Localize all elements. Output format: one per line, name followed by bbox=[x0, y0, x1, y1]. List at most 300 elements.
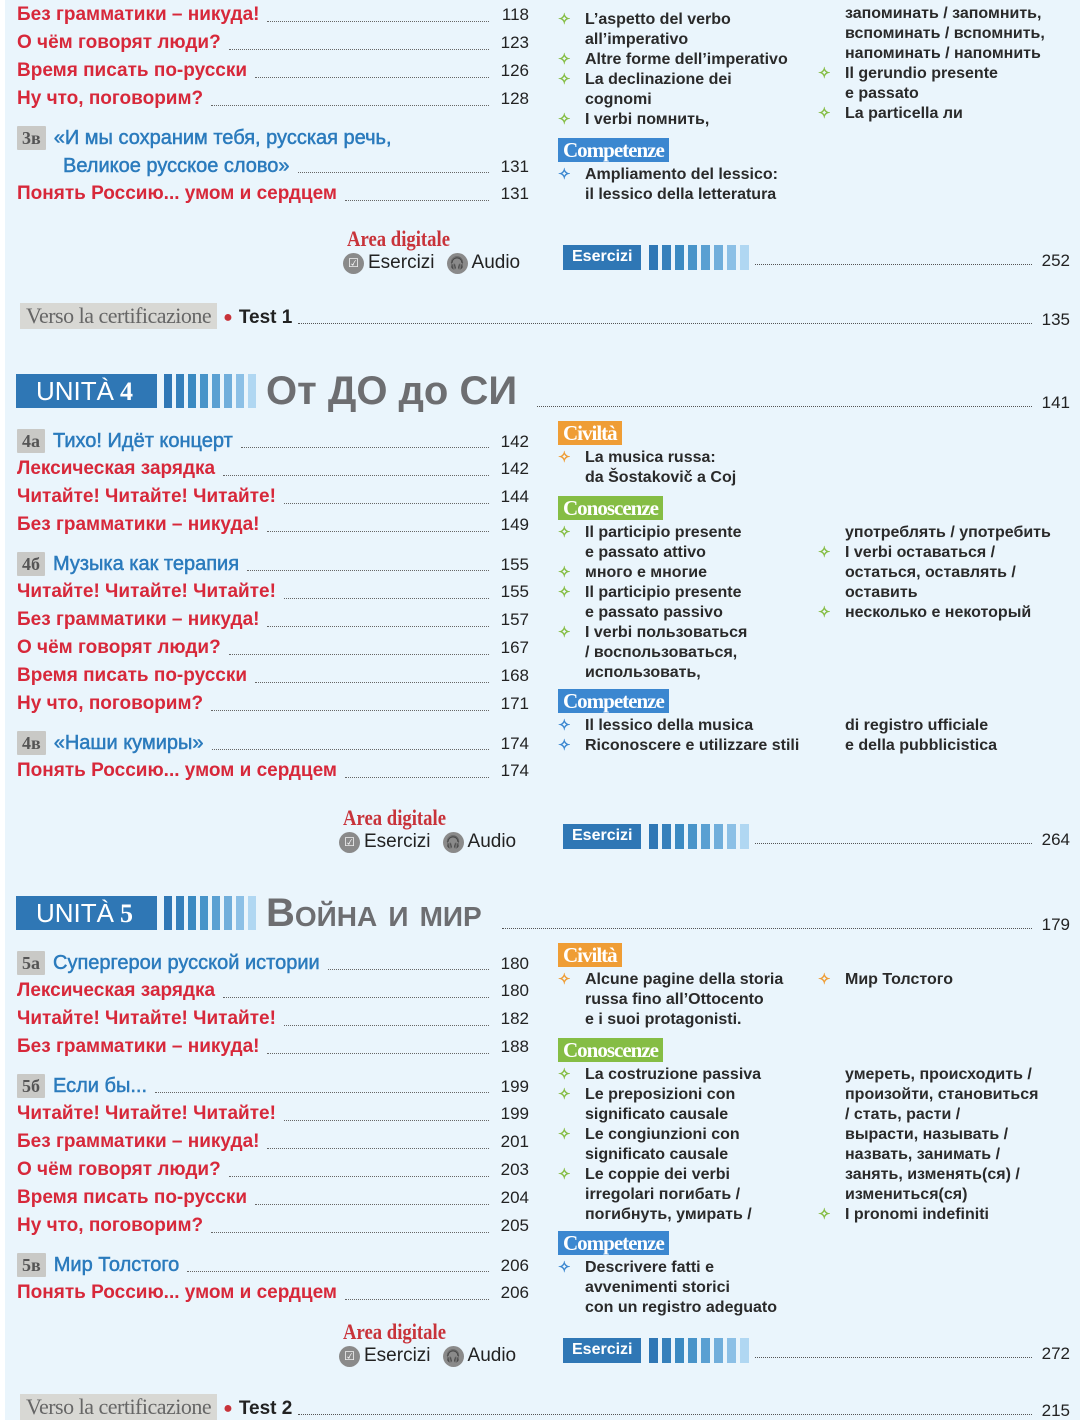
topic-column bbox=[558, 523, 813, 683]
page-number: 179 bbox=[1041, 915, 1070, 934]
dot-leader bbox=[212, 749, 490, 750]
toc-section-item[interactable] bbox=[17, 949, 529, 977]
page-number: 182 bbox=[500, 1009, 529, 1028]
category-tag-con: Conoscenze bbox=[558, 1038, 663, 1062]
item-title: Тихо! Идёт концерт bbox=[53, 430, 233, 452]
topic-item bbox=[558, 110, 813, 130]
topic-columns bbox=[558, 1065, 1073, 1225]
topic-columns bbox=[558, 523, 1073, 683]
topic-line: Le preposizioni con bbox=[585, 1086, 736, 1103]
diamond-bullet-icon: ✧ bbox=[818, 971, 831, 988]
topic-column bbox=[818, 448, 1073, 488]
toc-section-item[interactable] bbox=[17, 152, 529, 180]
area-digitale bbox=[339, 806, 539, 853]
stripe bbox=[200, 374, 208, 408]
unit-header-4[interactable] bbox=[16, 370, 1070, 412]
stripe bbox=[662, 1338, 671, 1363]
stripe bbox=[224, 374, 232, 408]
dot-leader bbox=[345, 1299, 489, 1300]
unit-title: Война и мир bbox=[266, 891, 482, 935]
dot-leader bbox=[241, 447, 489, 448]
headphones-icon: 🎧 bbox=[447, 253, 468, 274]
topics-competenze bbox=[558, 138, 1073, 205]
unit-word: UNITÀ bbox=[36, 898, 114, 928]
topic-line: / стать, расти / bbox=[845, 1106, 961, 1123]
dot-leader bbox=[187, 1271, 489, 1272]
toc-subsection-item[interactable] bbox=[17, 606, 529, 634]
topic-line: L’aspetto del verbo bbox=[585, 11, 731, 28]
stripe bbox=[675, 1338, 684, 1363]
topic-line: di registro ufficiale bbox=[845, 717, 989, 734]
diamond-bullet-icon: ✧ bbox=[558, 1259, 571, 1276]
topic-item bbox=[558, 736, 813, 756]
topic-line: La particella ли bbox=[845, 105, 963, 122]
topics-conoscenze bbox=[558, 496, 1073, 683]
topic-line: Мир Толстого bbox=[845, 971, 953, 988]
dot-leader bbox=[755, 1357, 1031, 1358]
topic-item bbox=[558, 1165, 813, 1225]
topic-item bbox=[558, 10, 813, 50]
item-title: Понять Россию... умом и сердцем bbox=[17, 1282, 337, 1303]
topic-item bbox=[818, 970, 1073, 990]
topic-item bbox=[818, 1205, 1073, 1225]
diamond-bullet-icon: ✧ bbox=[558, 717, 571, 734]
bullet-icon: ● bbox=[223, 1400, 233, 1417]
stripe bbox=[248, 896, 256, 930]
toc-subsection-item[interactable] bbox=[17, 1279, 529, 1307]
item-title: Без грамматики – никуда! bbox=[17, 609, 260, 630]
diamond-bullet-icon: ✧ bbox=[558, 524, 571, 541]
esercizi-tag: Esercizi bbox=[563, 245, 641, 270]
dot-leader bbox=[229, 1176, 489, 1177]
unit-title: От ДО до СИ bbox=[266, 369, 518, 413]
topic-continuation bbox=[818, 4, 1073, 64]
toc-subsection-item[interactable] bbox=[17, 578, 529, 606]
item-title: Время писать по-русски bbox=[17, 665, 248, 686]
area-digitale bbox=[339, 1320, 539, 1367]
dot-leader bbox=[267, 1053, 489, 1054]
topic-line: La costruzione passiva bbox=[585, 1066, 762, 1083]
audio-label: Audio bbox=[467, 1345, 517, 1366]
topic-item bbox=[558, 165, 813, 205]
topic-column bbox=[558, 10, 813, 130]
topic-item bbox=[558, 1125, 813, 1165]
toc-list-unit5 bbox=[17, 949, 529, 1307]
area-digitale-title: Area digitale bbox=[343, 805, 447, 830]
area-digitale bbox=[343, 227, 543, 274]
page-number: 203 bbox=[500, 1160, 529, 1179]
audio-link[interactable] bbox=[443, 831, 517, 853]
stripe bbox=[688, 824, 697, 849]
page-number: 174 bbox=[500, 761, 529, 780]
toc-subsection-item[interactable] bbox=[17, 1184, 529, 1212]
topic-column bbox=[558, 716, 813, 756]
page-number: 131 bbox=[500, 184, 529, 203]
topic-columns bbox=[558, 165, 1073, 205]
toc-subsection-item[interactable] bbox=[17, 1212, 529, 1240]
page-number: 206 bbox=[500, 1256, 529, 1275]
stripe bbox=[212, 896, 220, 930]
section-number-badge: 5б bbox=[17, 1074, 45, 1098]
topic-line: cognomi bbox=[585, 91, 652, 108]
audio-link[interactable] bbox=[447, 252, 521, 274]
toc-subsection-item[interactable] bbox=[17, 977, 529, 1005]
topic-item bbox=[818, 603, 1073, 623]
topic-line: Il lessico della musica bbox=[585, 717, 754, 734]
area-digitale-title: Area digitale bbox=[347, 226, 451, 251]
toc-subsection-item[interactable] bbox=[17, 634, 529, 662]
topic-line: остаться, оставлять / bbox=[845, 564, 1016, 581]
page-number: 131 bbox=[500, 157, 529, 176]
item-title: О чём говорят люди? bbox=[17, 1159, 221, 1180]
stripe bbox=[176, 374, 184, 408]
topic-columns bbox=[558, 1258, 1073, 1318]
dot-leader bbox=[537, 406, 1032, 407]
topic-line: e i suoi protagonisti. bbox=[585, 1011, 742, 1028]
toc-subsection-item[interactable] bbox=[17, 1, 529, 29]
toc-section-item[interactable] bbox=[17, 1072, 529, 1100]
stripe bbox=[176, 896, 184, 930]
topic-line: умереть, происходить / bbox=[845, 1066, 1032, 1083]
stripe bbox=[236, 374, 244, 408]
diamond-bullet-icon: ✧ bbox=[558, 11, 571, 28]
toc-section-item[interactable] bbox=[17, 1251, 529, 1279]
topic-line: irregolari погибать / bbox=[585, 1186, 741, 1203]
verso-certificazione-row[interactable] bbox=[20, 1394, 1070, 1420]
item-title: Время писать по-русски bbox=[17, 1187, 248, 1208]
topic-column bbox=[818, 4, 1073, 130]
page-number: 205 bbox=[500, 1216, 529, 1235]
audio-link[interactable] bbox=[443, 1345, 517, 1367]
topic-line: Il participio presente bbox=[585, 524, 742, 541]
page-number: 171 bbox=[500, 694, 529, 713]
page-number: 206 bbox=[500, 1283, 529, 1302]
topics-civilta bbox=[558, 943, 1073, 1030]
toc-subsection-item[interactable] bbox=[17, 483, 529, 511]
stripe bbox=[740, 824, 749, 849]
item-title: Если бы... bbox=[53, 1075, 148, 1097]
page-number: 126 bbox=[500, 61, 529, 80]
stripe bbox=[727, 1338, 736, 1363]
item-title: Супергерои русской истории bbox=[53, 952, 320, 974]
toc-subsection-item[interactable] bbox=[17, 455, 529, 483]
topic-item bbox=[558, 563, 813, 583]
page-number: 201 bbox=[500, 1132, 529, 1151]
stripe bbox=[714, 824, 723, 849]
topic-line: Le coppie dei verbi bbox=[585, 1166, 730, 1183]
diamond-bullet-icon: ✧ bbox=[558, 166, 571, 183]
topic-columns bbox=[558, 448, 1073, 488]
dot-leader bbox=[229, 654, 489, 655]
diamond-bullet-icon: ✧ bbox=[558, 1086, 571, 1103]
esercizi-link[interactable] bbox=[339, 1345, 431, 1367]
section-number-badge: 4в bbox=[17, 731, 46, 755]
esercizi-row[interactable] bbox=[563, 1337, 1070, 1363]
topic-line: / воспользоваться, bbox=[585, 644, 738, 661]
unit-label bbox=[16, 896, 157, 930]
diamond-bullet-icon: ✧ bbox=[558, 1126, 571, 1143]
topics-grammar-cont bbox=[558, 5, 1073, 130]
esercizi-link[interactable] bbox=[343, 252, 435, 274]
topics-civilta bbox=[558, 421, 1073, 488]
dot-leader bbox=[328, 969, 489, 970]
esercizi-link[interactable] bbox=[339, 831, 431, 853]
topic-item bbox=[558, 1085, 813, 1125]
topic-column bbox=[818, 1258, 1073, 1318]
unit-number: 5 bbox=[120, 899, 133, 928]
checkbox-icon: ☑ bbox=[339, 1346, 360, 1367]
topic-column bbox=[558, 1065, 813, 1225]
diamond-bullet-icon: ✧ bbox=[558, 1066, 571, 1083]
section-number-badge: 4б bbox=[17, 552, 45, 576]
item-title: Ну что, поговорим? bbox=[17, 88, 204, 109]
page-number: 155 bbox=[500, 582, 529, 601]
topic-line: I verbi оставаться / bbox=[845, 544, 996, 561]
toc-subsection-item[interactable] bbox=[17, 1128, 529, 1156]
topic-line: all’imperativo bbox=[585, 31, 689, 48]
unit-word: UNITÀ bbox=[36, 376, 114, 406]
area-digitale-title: Area digitale bbox=[343, 1319, 447, 1344]
page-number: 157 bbox=[500, 610, 529, 629]
topic-line: несколько e некоторый bbox=[845, 604, 1032, 621]
dot-leader bbox=[267, 21, 489, 22]
toc-subsection-item[interactable] bbox=[17, 1100, 529, 1128]
toc-subsection-item[interactable] bbox=[17, 57, 529, 85]
stripe bbox=[727, 824, 736, 849]
esercizi-row[interactable] bbox=[563, 823, 1070, 849]
stripe bbox=[188, 896, 196, 930]
stripe bbox=[649, 824, 658, 849]
toc-section-item[interactable] bbox=[17, 550, 529, 578]
topic-line: I pronomi indefiniti bbox=[845, 1206, 989, 1223]
stripe bbox=[714, 245, 723, 270]
topic-line: вырасти, называть / bbox=[845, 1126, 1009, 1143]
topic-line: погибнуть, умирать / bbox=[585, 1206, 752, 1223]
verso-certificazione-row[interactable] bbox=[20, 303, 1070, 329]
dot-leader bbox=[211, 105, 489, 106]
dot-leader bbox=[223, 475, 489, 476]
page-number: 141 bbox=[1041, 393, 1070, 412]
item-title: Без грамматики – никуда! bbox=[17, 4, 260, 25]
stripes-decoration bbox=[164, 896, 256, 930]
dot-leader bbox=[255, 1204, 489, 1205]
topic-line: e passato passivo bbox=[585, 604, 723, 621]
page-number: 167 bbox=[500, 638, 529, 657]
audio-label: Audio bbox=[471, 252, 521, 273]
stripe bbox=[212, 374, 220, 408]
topic-line: оставить bbox=[845, 584, 918, 601]
stripe bbox=[236, 896, 244, 930]
esercizi-tag: Esercizi bbox=[563, 1338, 641, 1363]
topic-line: запоминать / запомнить, bbox=[845, 5, 1042, 22]
stripe bbox=[727, 245, 736, 270]
page-number: 199 bbox=[500, 1104, 529, 1123]
diamond-bullet-icon: ✧ bbox=[558, 971, 571, 988]
page-number: 215 bbox=[1041, 1401, 1070, 1420]
topic-line: использовать, bbox=[585, 664, 701, 681]
topic-line: il lessico della letteratura bbox=[585, 186, 777, 203]
item-title: Великое русское слово» bbox=[63, 155, 290, 177]
topic-line: употреблять / употребить bbox=[845, 524, 1051, 541]
unit-number: 4 bbox=[120, 377, 133, 406]
toc-subsection-item[interactable] bbox=[17, 511, 529, 539]
topic-line: Alcune pagine della storia bbox=[585, 971, 784, 988]
toc-subsection-item[interactable] bbox=[17, 757, 529, 785]
stripe bbox=[200, 896, 208, 930]
dot-leader bbox=[345, 777, 489, 778]
esercizi-tag: Esercizi bbox=[563, 824, 641, 849]
topics-competenze bbox=[558, 689, 1073, 756]
topic-line: Ampliamento del lessico: bbox=[585, 166, 778, 183]
dot-leader bbox=[223, 997, 489, 998]
topic-column bbox=[558, 1258, 813, 1318]
unit-header-5[interactable] bbox=[16, 892, 1070, 934]
topic-continuation bbox=[818, 1065, 1073, 1205]
item-title: Ну что, поговорим? bbox=[17, 1215, 204, 1236]
stripe bbox=[649, 1338, 658, 1363]
toc-section-item[interactable] bbox=[17, 729, 529, 757]
esercizi-label: Esercizi bbox=[364, 831, 431, 852]
stripe bbox=[164, 374, 172, 408]
esercizi-label: Esercizi bbox=[368, 252, 435, 273]
diamond-bullet-icon: ✧ bbox=[818, 1206, 831, 1223]
dot-leader bbox=[267, 626, 489, 627]
item-title: Ну что, поговорим? bbox=[17, 693, 204, 714]
dot-leader bbox=[298, 323, 1031, 324]
topic-column bbox=[818, 716, 1073, 756]
stripe bbox=[688, 245, 697, 270]
stripes-decoration bbox=[649, 1338, 749, 1363]
diamond-bullet-icon: ✧ bbox=[558, 737, 571, 754]
topic-item bbox=[818, 543, 1073, 603]
diamond-bullet-icon: ✧ bbox=[558, 564, 571, 581]
dot-leader bbox=[267, 1148, 489, 1149]
toc-subsection-item[interactable] bbox=[17, 85, 529, 113]
topic-line: La musica russa: bbox=[585, 449, 716, 466]
topic-line: da Šostakovič a Coj bbox=[585, 469, 737, 486]
page-number: 135 bbox=[1041, 310, 1070, 329]
diamond-bullet-icon: ✧ bbox=[558, 449, 571, 466]
item-title: Читайте! Читайте! Читайте! bbox=[17, 1103, 276, 1124]
toc-subsection-item[interactable] bbox=[17, 1033, 529, 1061]
dot-leader bbox=[247, 570, 489, 571]
toc-subsection-item[interactable] bbox=[17, 1156, 529, 1184]
topic-column bbox=[818, 970, 1073, 1030]
item-title: Без грамматики – никуда! bbox=[17, 1036, 260, 1057]
page-number: 128 bbox=[500, 89, 529, 108]
diamond-bullet-icon: ✧ bbox=[558, 51, 571, 68]
page-number: 168 bbox=[500, 666, 529, 685]
category-tag-com: Competenze bbox=[558, 689, 669, 713]
topic-line: I verbi помнить, bbox=[585, 111, 710, 128]
dot-leader bbox=[255, 77, 489, 78]
verso-label: Verso la certificazione bbox=[20, 303, 217, 329]
toc-subsection-item[interactable] bbox=[17, 1005, 529, 1033]
topic-line: e passato attivo bbox=[585, 544, 706, 561]
stripe bbox=[701, 245, 710, 270]
dot-leader bbox=[284, 598, 489, 599]
stripe bbox=[740, 245, 749, 270]
topic-line: Il gerundio presente bbox=[845, 65, 998, 82]
topic-column bbox=[818, 523, 1073, 683]
topic-line: занять, изменять(ся) / bbox=[845, 1166, 1020, 1183]
category-tag-con: Conoscenze bbox=[558, 496, 663, 520]
diamond-bullet-icon: ✧ bbox=[558, 71, 571, 88]
page-number: 204 bbox=[500, 1188, 529, 1207]
test-title: Test 1 bbox=[238, 307, 293, 328]
stripe bbox=[675, 245, 684, 270]
item-title: «Наши кумиры» bbox=[53, 732, 204, 754]
diamond-bullet-icon: ✧ bbox=[558, 624, 571, 641]
test-title: Test 2 bbox=[238, 1398, 293, 1419]
topic-item bbox=[558, 70, 813, 110]
category-tag-com: Competenze bbox=[558, 138, 669, 162]
topic-item bbox=[818, 104, 1073, 124]
stripe bbox=[662, 245, 671, 270]
dot-leader bbox=[298, 1414, 1031, 1415]
diamond-bullet-icon: ✧ bbox=[558, 584, 571, 601]
stripes-decoration bbox=[649, 824, 749, 849]
item-title: Читайте! Читайте! Читайте! bbox=[17, 581, 276, 602]
page-margin bbox=[0, 0, 5, 1420]
headphones-icon: 🎧 bbox=[443, 832, 464, 853]
category-tag-civ: Civiltà bbox=[558, 943, 622, 967]
topic-line: avvenimenti storici bbox=[585, 1279, 730, 1296]
toc-section-item[interactable] bbox=[17, 427, 529, 455]
page-number: 199 bbox=[500, 1077, 529, 1096]
checkbox-icon: ☑ bbox=[343, 253, 364, 274]
stripe bbox=[701, 824, 710, 849]
topic-item bbox=[818, 64, 1073, 104]
page-number: 264 bbox=[1041, 830, 1070, 849]
topic-item bbox=[558, 583, 813, 623]
stripe bbox=[248, 374, 256, 408]
toc-subsection-item[interactable] bbox=[17, 662, 529, 690]
stripe bbox=[649, 245, 658, 270]
item-title: Музыка как терапия bbox=[53, 553, 240, 575]
stripes-decoration bbox=[164, 374, 256, 408]
esercizi-row[interactable] bbox=[563, 244, 1070, 270]
item-title: Время писать по-русски bbox=[17, 60, 248, 81]
stripes-decoration bbox=[649, 245, 749, 270]
topic-item bbox=[558, 448, 813, 488]
topic-columns bbox=[558, 716, 1073, 756]
topic-line: Descrivere fatti e bbox=[585, 1259, 714, 1276]
page-number: 155 bbox=[500, 555, 529, 574]
dot-leader bbox=[502, 928, 1032, 929]
topic-line: произойти, становиться bbox=[845, 1086, 1039, 1103]
bullet-icon: ● bbox=[223, 309, 233, 326]
diamond-bullet-icon: ✧ bbox=[818, 604, 831, 621]
page-number: 252 bbox=[1041, 251, 1070, 270]
topic-item bbox=[558, 50, 813, 70]
page-number: 142 bbox=[500, 459, 529, 478]
toc-subsection-item[interactable] bbox=[17, 29, 529, 57]
topic-column bbox=[558, 165, 813, 205]
toc-subsection-item[interactable] bbox=[17, 690, 529, 718]
page-number: 272 bbox=[1041, 1344, 1070, 1363]
topic-line: e della pubblicistica bbox=[845, 737, 998, 754]
stripe bbox=[701, 1338, 710, 1363]
page-number: 188 bbox=[500, 1037, 529, 1056]
toc-subsection-item[interactable] bbox=[17, 180, 529, 208]
section-number-badge: 5в bbox=[17, 1253, 46, 1277]
page-number: 174 bbox=[500, 734, 529, 753]
verso-label: Verso la certificazione bbox=[20, 1394, 217, 1420]
topic-item bbox=[558, 523, 813, 563]
toc-section-item[interactable] bbox=[17, 124, 529, 152]
stripe bbox=[224, 896, 232, 930]
